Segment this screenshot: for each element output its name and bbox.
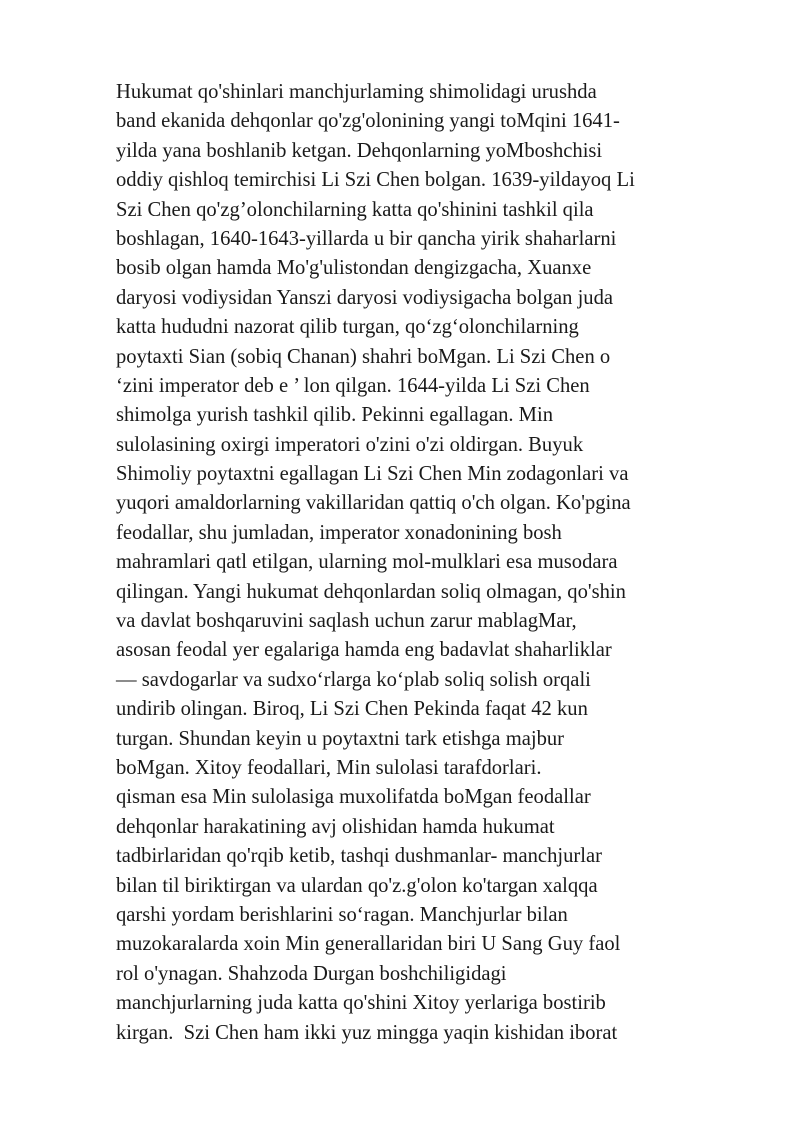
text-line: dehqonlar harakatining avj olishidan hamda hukumat bbox=[116, 815, 555, 838]
text-line: boshlagan, 1640-1643-yillarda u bir qancha yirik shaharlarni bbox=[116, 227, 617, 250]
text-line: undirib olingan. Biroq, Li Szi Chen Pekinda faqat 42 kun bbox=[116, 698, 588, 721]
text-line: katta hududni nazorat qilib turgan, qo‘zg‘olonchilarning bbox=[116, 316, 579, 339]
text-line: oddiy qishloq temirchisi Li Szi Chen bolgan. 1639-yildayoq Li bbox=[116, 169, 635, 192]
text-line: turgan. Shundan keyin u poytaxtni tark etishga majbur bbox=[116, 727, 565, 750]
text-line: muzokaralarda xoin Min generallaridan biri U Sang Guy faol bbox=[116, 933, 621, 956]
text-line: tadbirlaridan qo'rqib ketib, tashqi dushmanlar- manchjurlar bbox=[116, 845, 602, 868]
text-line: bosib olgan hamda Mo'g'ulistondan dengizgacha, Xuanxe bbox=[116, 257, 592, 280]
text-line: Hukumat qo'shinlari manchjurlaming shimolidagi urushda bbox=[116, 81, 597, 103]
text-line: qilingan. Yangi hukumat dehqonlardan soliq olmagan, qo'shin bbox=[116, 580, 626, 603]
text-line: feodallar, shu jumladan, imperator xonadonining bosh bbox=[116, 521, 562, 544]
text-line: qisman esa Min sulolasiga muxolifatda boMgan feodallar bbox=[116, 786, 591, 809]
text-line: Szi Chen qo'zg’olonchilarning katta qo'shinini tashkil qila bbox=[116, 198, 594, 221]
text-line: band ekanida dehqonlar qo'zg'olonining yangi toMqini 1641- bbox=[116, 110, 620, 133]
text-line: poytaxti Sian (sobiq Chanan) shahri boMgan. Li Szi Chen o bbox=[116, 345, 611, 368]
text-line: boMgan. Xitoy feodallari, Min sulolasi tarafdorlari. bbox=[116, 756, 542, 779]
text-line: ‘zini imperator deb e ’ lon qilgan. 1644-yilda Li Szi Chen bbox=[116, 374, 590, 397]
text-line: manchjurlarning juda katta qo'shini Xitoy yerlariga bostirib bbox=[116, 992, 606, 1015]
text-line: qarshi yordam berishlarini so‘ragan. Manchjurlar bilan bbox=[116, 903, 568, 926]
text-line: bilan til biriktirgan va ulardan qo'z.g'olon ko'targan xalqqa bbox=[116, 874, 598, 897]
text-line: yilda yana boshlanib ketgan. Dehqonlarning yoMboshchisi bbox=[116, 139, 603, 162]
text-line: daryosi vodiysidan Yanszi daryosi vodiysigacha bolgan juda bbox=[116, 286, 614, 309]
text-line: shimolga yurish tashkil qilib. Pekinni egallagan. Min bbox=[116, 404, 554, 427]
text-line: kirgan. Szi Chen ham ikki yuz mingga yaqin kishidan iborat bbox=[116, 1021, 618, 1044]
text-line: — savdogarlar va sudxo‘rlarga ko‘plab soliq solish orqali bbox=[116, 668, 591, 691]
body-text bbox=[116, 78, 736, 1048]
text-line: yuqori amaldorlarning vakillaridan qattiq o'ch olgan. Ko'pgina bbox=[116, 492, 631, 515]
text-line: Shimoliy poytaxtni egallagan Li Szi Chen Min zodagonlari va bbox=[116, 463, 629, 486]
text-line: mahramlari qatl etilgan, ularning mol-mulklari esa musodara bbox=[116, 551, 618, 574]
text-line: va davlat boshqaruvini saqlash uchun zarur mablagMar, bbox=[116, 610, 577, 633]
text-line: asosan feodal yer egalariga hamda eng badavlat shaharliklar bbox=[116, 639, 612, 662]
text-line: rol o'ynagan. Shahzoda Durgan boshchiligidagi bbox=[116, 962, 507, 985]
text-line: sulolasining oxirgi imperatori o'zini o'zi oldirgan. Buyuk bbox=[116, 433, 584, 456]
